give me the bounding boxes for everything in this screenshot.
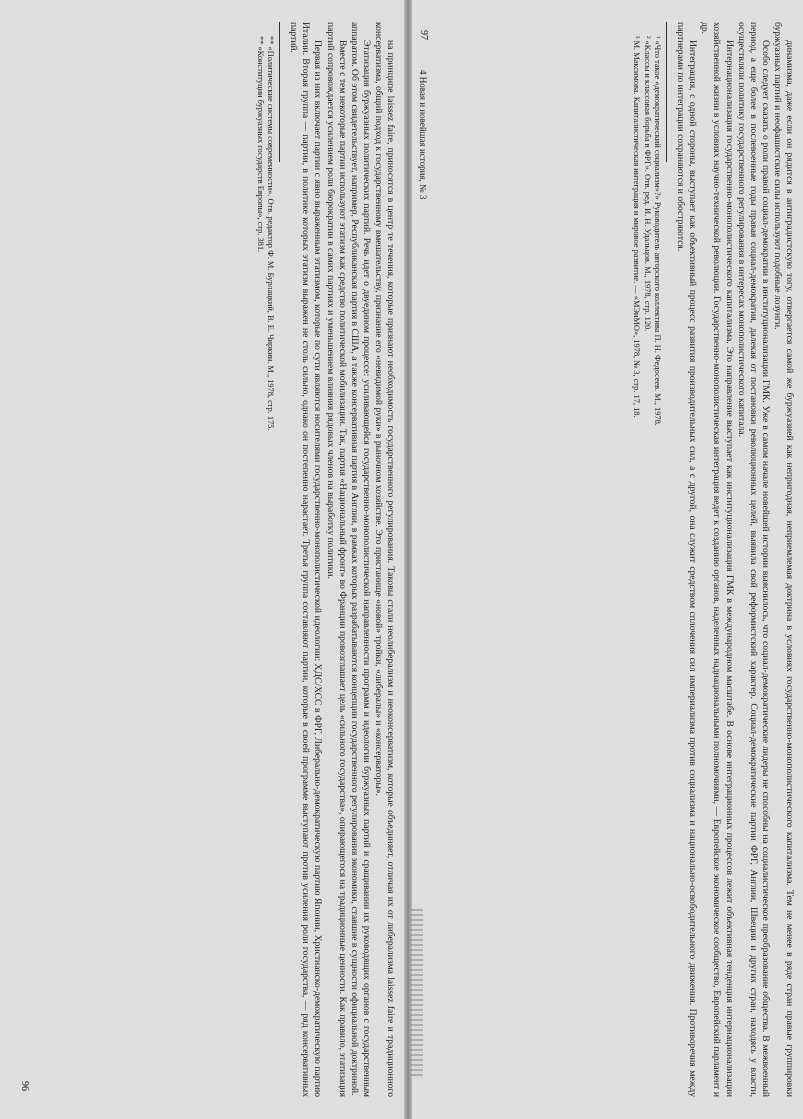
right-paragraph: Интернационализация государственно-монополистического капитализма. Это направление выступает как институционализация ГМК в международном масштабе. В основе интеграционных процессов лежит объективная тенденция интернационализации хозяйственной жизни в условиях научно-технической революции. Государственно-монополистическая интеграция ведет к созданию органов, наделенных наднациональными полномочиями, — Европейское экономическое сообщество, Европейский парламент и др. — [699, 22, 735, 1097]
right-paragraph: Особо следует сказать о роли правой социал-демократии в институционализации ГМК. Уже в самом начале новейшей истории выяснилось, что социал-демократические лидеры не способны на социалистическое преобразование общества. В межвоенный период, а еще более в послевоенные годы правая социал-демократия, далекая от постановки революционных целей, выявила свой реформистский характер. Социал-демократические партии ФРГ, Англии, Швеции и других стран, находясь у власти, осуществляли политику государственного регулирования в интересах монополистического капитала. — [735, 22, 771, 1097]
footnote-divider — [279, 22, 280, 162]
left-paragraph: на принципе laissez faire, приносятся в центр те течения, которые признают необходимость государственного регулирования. Таковы стали неолиберализм и неоконсерватизм, которые объединяет, отличая их от либерализма laissez faire и традиционного консерватизма, общий подход к государственному вмешательству, признание его «невидимой руки» в рыночном хозяйстве. Это пристанище «новой» тройки, «либералы» и «консерваторы». — [372, 22, 396, 1097]
right-paragraph: Интеграция, с одной стороны, выступает как объективный процесс развития производительных сил, а с другой, она служит средством сплочения сил империализма против социализма и национально-освободительного движения. Противоречия между партнерами по интеграции сохраняются и обостряются. — [675, 22, 699, 1097]
right-page-number: 97 — [418, 30, 430, 40]
right-footnote: ³ М. Максимова. Капиталистическая интеграция и мировое развитие. — «МЭиМО», 1978, № 3, стр. 17, 18. — [632, 36, 642, 418]
footnote-divider — [666, 22, 667, 162]
right-paragraph: динамизма, даже если он рядится в антиградистскую тогу, отвергается самой же буржуазией как непригодная, неприемлемая доктрина в условиях государственно-монополистического капитализма. Тем не менее в ряде стран правые группировки буржуазных партий и неофашистские силы используют подобные лозунги. — [771, 22, 795, 1097]
left-page — [10, 0, 404, 1119]
journal-signature: 4 Новая и новейшая история, № 3 — [418, 70, 429, 200]
left-footnote: ** «Политические системы современности». Отв. редактор Ф. М. Бурлацкий, В. Е. Чиркин. М., 1978, стр. 175. — [266, 36, 276, 431]
right-footnote: ¹ «Что такое «демократический социализм»?» Руководитель авторского коллектива П. Н. Федосеев. М., 1978. — [653, 36, 663, 426]
left-footnote: ** «Конституции буржуазных государств Европы», стр. 381. — [255, 36, 265, 253]
right-page — [409, 0, 803, 1119]
right-footnote: ² «Классы и классовая борьба в ФРГ». Отв. ред. И. Н. Удальцов. М., 1978, стр. 120. — [642, 36, 652, 332]
left-paragraph: Первая из них включает партии с явно выраженным этатизмом, которые по сути являются носителями государственно-монополистической идеологии: ХДС/ХСС в ФРГ, Либерально-демократическую партию Японии, Христианско-демократическую партию Италии. Вторая группа — партии, в политике которых этатизм выражен не столь сильно, однако он постепенно нарастает. Третья группа составляют партии, которые в своей программе выступают против усиления роли государства, — ряд консервативных партий. — [288, 22, 324, 1097]
page-edge-smudge — [411, 909, 423, 1079]
left-paragraph: Этатизация буржуазных политических партий. Речь идет о двуедином процессе: усиливающейся государственно-монополистической направленности программ и идеологии буржуазных партий и сращивании их руководящих органов с государственным аппаратом. Об этом свидетельствует, например, Республиканская партия в США, а также консервативная партия в Англии, в рамках которых разрабатываются концепции государственного регулирования экономики, ставшие в сущности официальной доктриной. — [348, 22, 372, 1097]
left-paragraph: Вместе с тем некоторые партии используют этатизм как средство политической мобилизации. Так, партия «Национальный фронт» во Франции провозглашает цель «сильного государства», опирающегося на традиционные ценности. Как правило, этатизация партий сопровождается усилением роли бюрократии в самих партиях и уменьшением влияния рядовых членов на выработку политики. — [324, 22, 348, 1097]
left-page-number: 96 — [19, 1081, 31, 1091]
